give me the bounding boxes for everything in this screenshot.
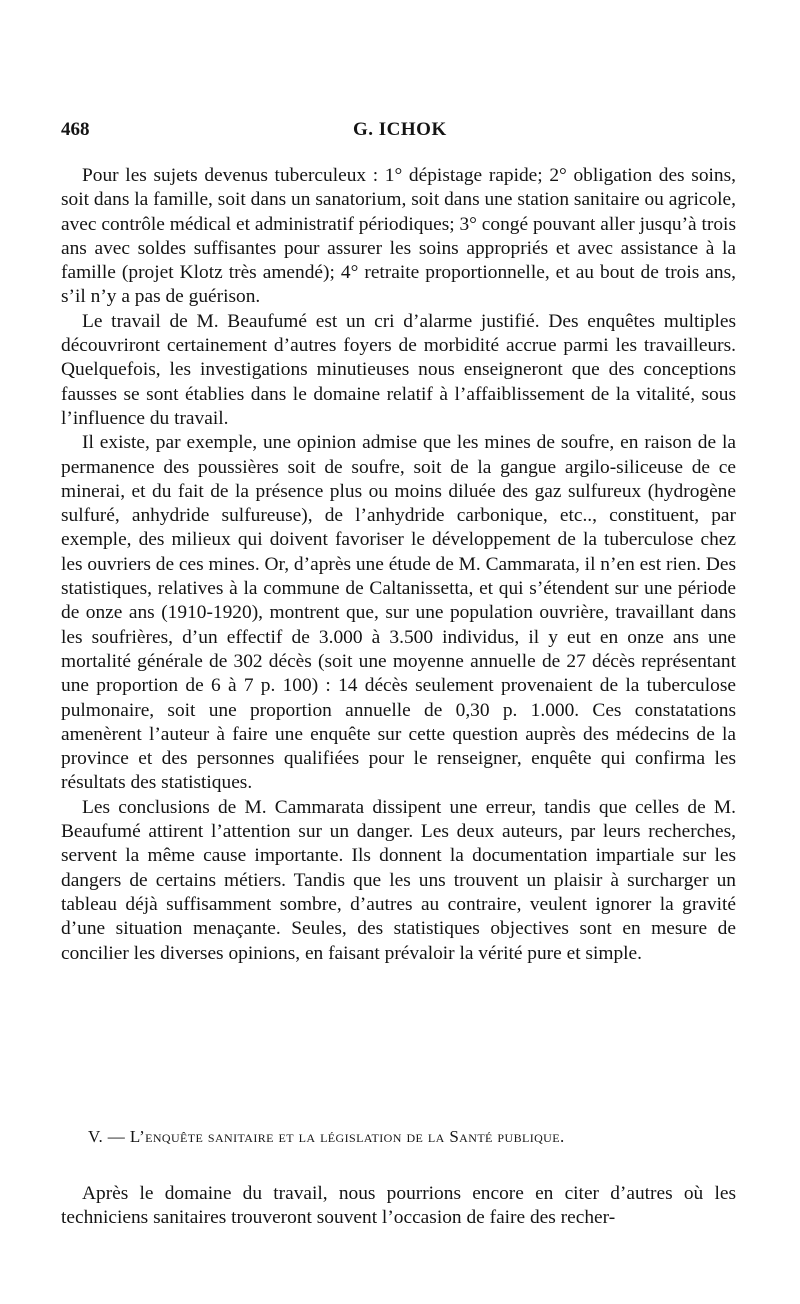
section-heading bbox=[88, 1127, 748, 1147]
section-title: L’enquête sanitaire et la législation de la Santé publique. bbox=[129, 1127, 565, 1146]
paragraph-beaufume-work: Le travail de M. Beaufumé est un cri d’alarme justifié. Des enquêtes multiples découvriront certainement d’autres foyers de morbidité accrue parmi les travailleurs. Quelquefois, les investigations minutieuses nous enseigneront que des conceptions fausses se sont établies dans le domaine relatif à l’affaiblissement de la vitalité, sous l’influence du travail. bbox=[61, 310, 736, 429]
page-number: 468 bbox=[61, 119, 90, 140]
section-text bbox=[61, 1182, 736, 1231]
section-number: V. — bbox=[88, 1127, 126, 1146]
paragraph-sulfur-mines: Il existe, par exemple, une opinion admise que les mines de soufre, en raison de la permanence des poussières soit de soufre, soit de la gangue argilo-siliceuse de ce minerai, et du fait de la présence plus ou moins diluée des gaz sulfureux (hydrogène sulfuré, anhydride sulfureuse), de l’anhydride carbonique, etc.., constituent, par exemple, des milieux qui doivent favoriser le développement de la tuberculose chez les ouvriers de ces mines. Or, d’après une étude de M. Cammarata, il n’en est rien. Des statistiques, relatives à la commune de Caltanissetta, et qui s’étendent sur une période de onze ans (1910-1920), montrent que, sur une population ouvrière, travaillant dans les soufrières, d’un effectif de 3.000 à 3.500 individus, il y eut en onze ans une mortalité générale de 302 décès (soit une moyenne annuelle de 27 décès représentant une proportion de 6 à 7 p. 100) : 14 décès seulement provenaient de la tuberculose pulmonaire, soit une proportion annuelle de 0,30 p. 1.000. Ces constatations amenèrent l’auteur à faire une enquête sur cette question auprès des médecins de la province et des personnes qualifiées pour le renseigner, enquête qui confirma les résultats des statistiques. bbox=[61, 432, 736, 794]
running-head-author: G. ICHOK bbox=[353, 119, 447, 140]
paragraph-tuberculosis-measures: Pour les sujets devenus tuberculeux : 1° dépistage rapide; 2° obligation des soins, soit dans la famille, soit dans un sanatorium, soit dans une station sanitaire ou agricole, avec contrôle médical et administratif périodiques; 3° congé pouvant aller jusqu’à trois ans avec soldes suffisantes pour assurer les soins appropriés et avec assistance à la famille (projet Klotz très amendé); 4° retraite proportionnelle, et au bout de trois ans, s’il n’y a pas de guérison. bbox=[61, 165, 736, 308]
page-header bbox=[61, 119, 741, 147]
paragraph-section-v-start: Après le domaine du travail, nous pourrions encore en citer d’autres où les techniciens sanitaires trouveront souvent l’occasion de faire des recher- bbox=[61, 1183, 736, 1229]
main-text bbox=[61, 164, 736, 966]
paragraph-conclusions: Les conclusions de M. Cammarata dissipent une erreur, tandis que celles de M. Beaufumé attirent l’attention sur un danger. Les deux auteurs, par leurs recherches, servent la même cause importante. Ils donnent la documentation impartiale sur les dangers de certains métiers. Tandis que les uns trouvent un plaisir à surcharger un tableau déjà suffisamment sombre, d’autres au contraire, veulent ignorer la gravité d’une situation menaçante. Seules, des statistiques objectives sont en mesure de concilier les diverses opinions, en faisant prévaloir la vérité pure et simple. bbox=[61, 796, 736, 964]
